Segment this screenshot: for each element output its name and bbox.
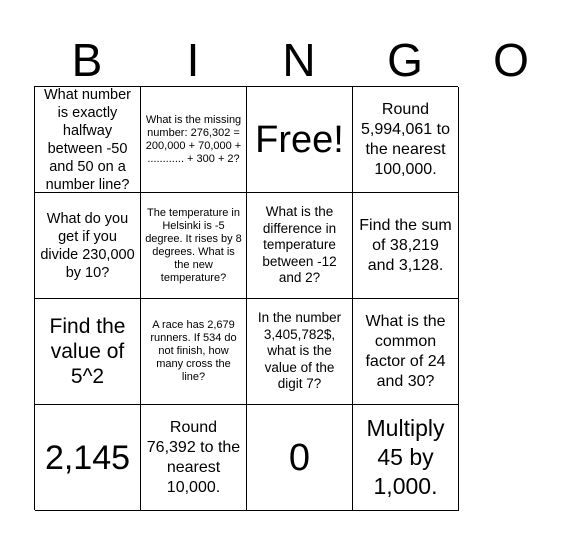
header-letter-g: G: [387, 34, 423, 86]
bingo-grid: [34, 86, 458, 510]
bingo-cell[interactable]: Multiply 45 by 1,000.: [353, 405, 459, 511]
bingo-cell-free[interactable]: Free!: [247, 87, 353, 193]
bingo-header: [34, 34, 529, 86]
bingo-cell[interactable]: Find the sum of 38,219 and 3,128.: [353, 193, 459, 299]
header-letter-b: B: [71, 34, 103, 86]
bingo-cell[interactable]: Round 5,994,061 to the nearest 100,000.: [353, 87, 459, 193]
bingo-cell[interactable]: What do you get if you divide 230,000 by 10?: [35, 193, 141, 299]
bingo-cell[interactable]: The temperature in Helsinki is -5 degree. It rises by 8 degrees. What is the new temperature?: [141, 193, 247, 299]
header-letter-o: O: [493, 34, 529, 86]
bingo-cell[interactable]: What number is exactly halfway between -50 and 50 on a number line?: [35, 87, 141, 193]
bingo-cell[interactable]: 2,145: [35, 405, 141, 511]
bingo-cell[interactable]: Round 76,392 to the nearest 10,000.: [141, 405, 247, 511]
bingo-cell[interactable]: What is the difference in temperature between -12 and 2?: [247, 193, 353, 299]
bingo-cell[interactable]: Find the value of 5^2: [35, 299, 141, 405]
bingo-cell[interactable]: 0: [247, 405, 353, 511]
bingo-cell[interactable]: A race has 2,679 runners. If 534 do not finish, how many cross the line?: [141, 299, 247, 405]
bingo-cell[interactable]: What is the common factor of 24 and 30?: [353, 299, 459, 405]
bingo-cell[interactable]: What is the missing number: 276,302 = 200,000 + 70,000 + ............ + 300 + 2?: [141, 87, 247, 193]
header-letter-i: I: [186, 34, 200, 86]
bingo-cell[interactable]: In the number 3,405,782$, what is the value of the digit 7?: [247, 299, 353, 405]
header-letter-n: N: [282, 34, 316, 86]
